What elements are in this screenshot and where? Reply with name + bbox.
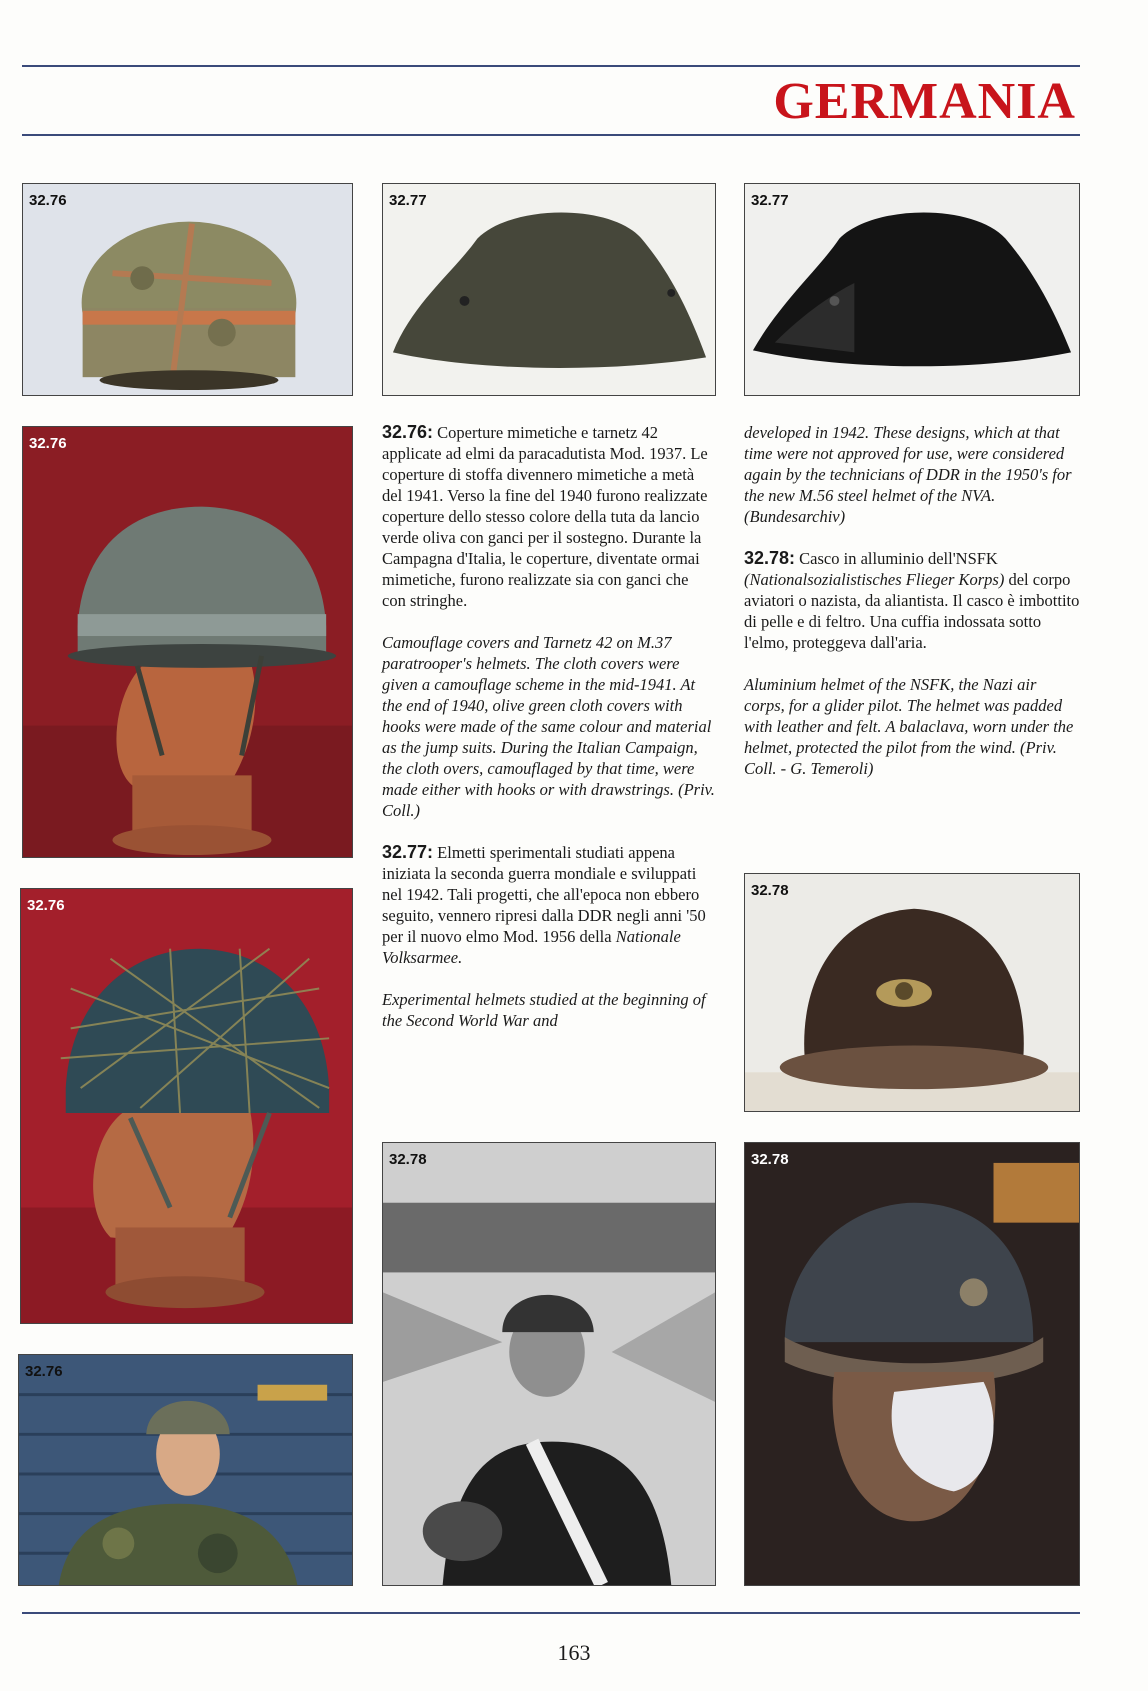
caption-column-right — [744, 422, 1080, 800]
photo-3276-mannequin-cover — [22, 426, 353, 858]
photo-3276-mannequin-net — [20, 888, 353, 1324]
photo-label: 32.76 — [29, 192, 67, 209]
photo-3276-paratrooper — [18, 1354, 353, 1586]
caption-text: del corpo aviatori o nazista, da aliantista. Il casco è imbottito di pelle e di feltro. Una cuffia indossata sotto l'elmo, proteggeva dall'aria. — [744, 570, 1080, 652]
caption-text-italic: Nationale Volksarmee. — [382, 927, 681, 967]
photo-3278-nsfk-helmet — [744, 873, 1080, 1112]
caption-number: 32.76: — [382, 422, 434, 442]
top-rule — [22, 65, 1080, 67]
photo-label: 32.76 — [25, 1363, 63, 1380]
photo-label: 32.78 — [751, 1151, 789, 1168]
caption-text: Elmetti sperimentali studiati appena iniziata la seconda guerra mondiale e sviluppati nel 1942. Tali progetti, che all'epoca non ebbero seguito, vennero ripresi dalla DDR negli anni '50 per il nuovo elmo Mod. 1956 della — [382, 843, 706, 946]
photo-label: 32.76 — [29, 435, 67, 452]
caption-text: Coperture mimetiche e tarnetz 42 applicate ad elmi da paracadutista Mod. 1937. Le coperture di stoffa divennero mimetiche a metà del 1941. Verso la fine del 1940 furono realizzate coperture dello stesso colore della tuta da lancio verde oliva con ganci per il sostegno. Durante la Campagna d'Italia, le coperture, diventate ormai mimetiche, furono realizzate sia con ganci che con stringhe. — [382, 423, 708, 610]
page-number: 163 — [557, 1640, 591, 1665]
caption-number: 32.77: — [382, 842, 434, 862]
photo-label: 32.77 — [389, 192, 427, 209]
photo-3278-balaclava — [744, 1142, 1080, 1586]
photo-label: 32.78 — [751, 882, 789, 899]
photo-label: 32.76 — [27, 897, 65, 914]
caption-3277-english-cont: developed in 1942. These designs, which at that time were not approved for use, were considered again by the technicians of DDR in the 1950's for the new M.56 steel helmet of the NVA. (Bundesarchiv) — [744, 423, 1072, 526]
page-title: GERMANIA — [773, 73, 1076, 130]
caption-column-middle — [382, 422, 716, 1052]
caption-3277-italian — [382, 842, 716, 968]
photo-3277-helmet-black — [744, 183, 1080, 396]
caption-text: Casco in alluminio dell'NSFK — [799, 549, 998, 568]
caption-3276-italian — [382, 422, 716, 611]
header-rule — [22, 134, 1080, 136]
caption-number: 32.78: — [744, 548, 796, 568]
caption-3277-english-start: Experimental helmets studied at the beginning of the Second World War and — [382, 990, 706, 1030]
caption-3278-english: Aluminium helmet of the NSFK, the Nazi air corps, for a glider pilot. The helmet was padded with leather and felt. A balaclava, worn under the helmet, protected the pilot from the wind. (Priv. Coll. - G. Temeroli) — [744, 675, 1074, 778]
photo-3278-glider-pilot — [382, 1142, 716, 1586]
caption-3278-italian — [744, 548, 1080, 653]
caption-3276-english: Camouflage covers and Tarnetz 42 on M.37 paratrooper's helmets. The cloth covers were given a camouflage scheme in the mid-1941. At the end of 1940, olive green cloth covers with hooks were made of the same colour and material as the jump suits. During the Italian Campaign, the cloth overs, camouflaged by that time, were made either with hooks or with drawstrings. (Priv. Coll.) — [382, 633, 715, 820]
caption-text-italic: (Nationalsozialistisches Flieger Korps) — [744, 570, 1005, 589]
footer-rule — [22, 1612, 1080, 1614]
photo-label: 32.78 — [389, 1151, 427, 1168]
photo-label: 32.77 — [751, 192, 789, 209]
photo-3276-cover — [22, 183, 353, 396]
photo-3277-helmet-green — [382, 183, 716, 396]
